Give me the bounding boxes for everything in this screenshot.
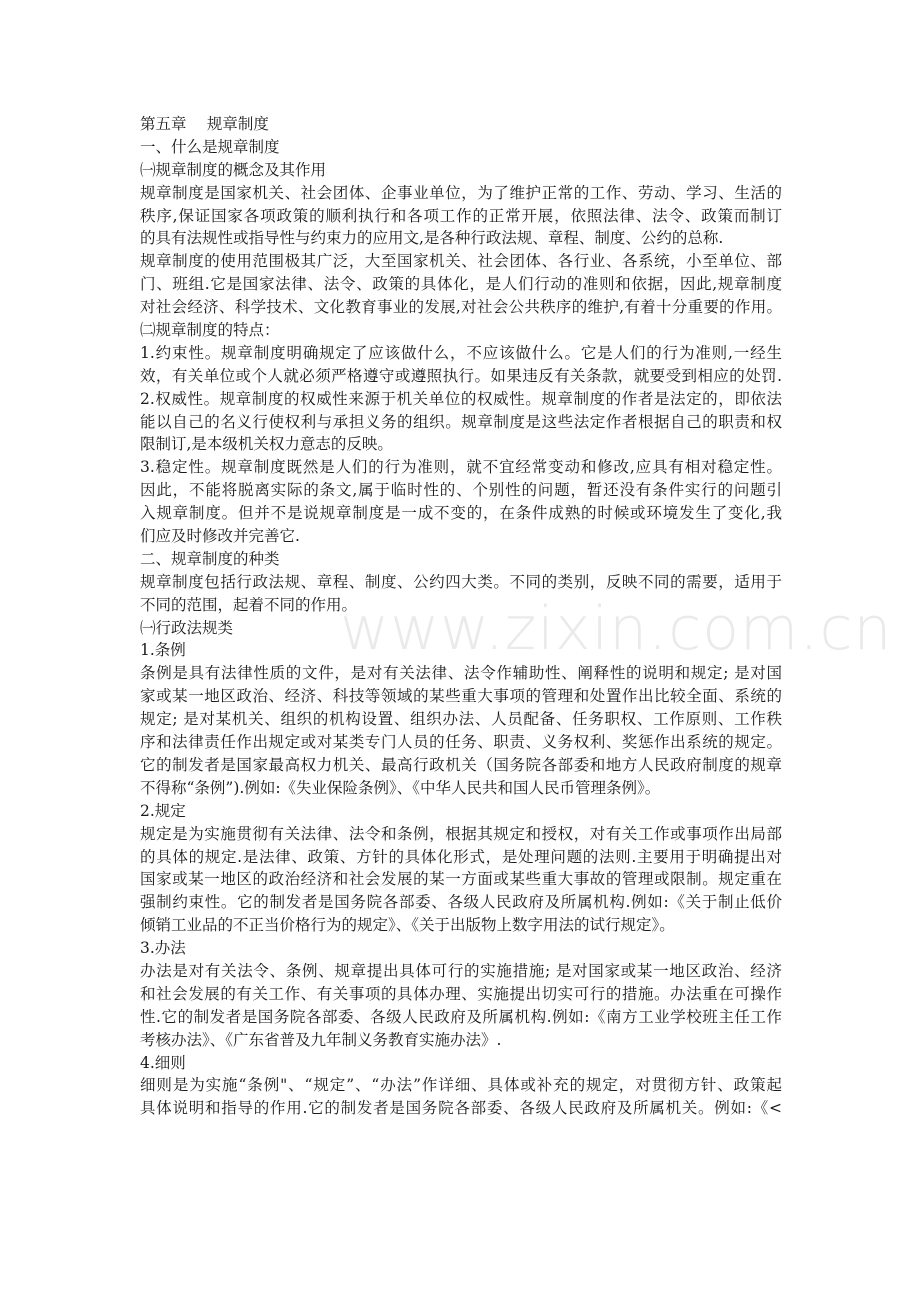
text-line: 效，有关单位或个人就必须严格遵守或遵照执行。如果违反有关条款，就要受到相应的处罚. (140, 366, 782, 385)
text-line: 对社会经济、科学技术、文化教育事业的发展,对社会公共秩序的维护,有着十分重要的作用。 (140, 298, 782, 317)
text-line: 具体说明和指导的作用.它的制发者是国务院各部委、各级人民政府及所属机关。例如:《< (140, 1099, 782, 1118)
text-line: 规章制度是国家机关、社会团体、企事业单位，为了维护正常的工作、劳动、学习、生活的 (140, 183, 782, 202)
text-line: ㈠规章制度的概念及其作用 (140, 160, 327, 179)
text-line: 1.条例 (140, 641, 186, 660)
text-line: 1.约束性。规章制度明确规定了应该做什么，不应该做什么。它是人们的行为准则,一经生 (140, 343, 782, 362)
text-line: 入规章制度。但并不是说规章制度是一成不变的，在条件成熟的时候或环境发生了变化,我 (140, 504, 782, 523)
text-line: 序和法律责任作出规定或对某类专门人员的任务、职责、义务权利、奖惩作出系统的规定。 (140, 733, 782, 752)
text-line: 倾销工业品的不正当价格行为的规定》、《关于出版物上数字用法的试行规定》。 (140, 916, 675, 935)
text-line: 家或某一地区政治、经济、科技等领域的某些重大事项的管理和处置作出比较全面、系统的 (140, 687, 782, 706)
text-line: 规章制度的使用范围极其广泛，大至国家机关、社会团体、各行业、各系统，小至单位、部 (140, 252, 782, 271)
text-line: 二、规章制度的种类 (140, 549, 280, 568)
text-line: 3.办法 (140, 939, 186, 958)
document-body (140, 113, 782, 1120)
text-line: 规定; 是对某机关、组织的机构设置、组织办法、人员配备、任务职权、工作原则、工作秩 (140, 710, 782, 729)
text-line: ㈡规章制度的特点： (140, 321, 280, 340)
text-line: 一、什么是规章制度 (140, 137, 280, 156)
text-line: 2.权威性。规章制度的权威性来源于机关单位的权威性。规章制度的作者是法定的，即依法 (140, 389, 782, 408)
text-line: 和社会发展的有关工作、有关事项的具体办理、实施提出切实可行的措施。办法重在可操作 (140, 984, 782, 1003)
text-line: 的具体的规定.是法律、政策、方针的具体化形式，是处理问题的法则.主要用于明确提出对 (140, 847, 782, 866)
text-line: 的具有法规性或指导性与约束力的应用文,是各种行政法规、章程、制度、公约的总称. (140, 229, 724, 248)
text-line: 因此，不能将脱离实际的条文,属于临时性的、个别性的问题，暂还没有条件实行的问题引 (140, 481, 782, 500)
text-line: 细则是为实施“条例"、“规定”、“办法”作详细、具体或补充的规定，对贯彻方针、政策起 (140, 1076, 782, 1095)
text-line: 3.稳定性。规章制度既然是人们的行为准则，就不宜经常变动和修改,应具有相对稳定性。 (140, 458, 782, 477)
text-line: 考核办法》、《广东省普及九年制义务教育实施办法》. (140, 1030, 502, 1049)
text-line: 2.规定 (140, 801, 186, 820)
text-line: 4.细则 (140, 1053, 186, 1072)
text-line: 门、班组.它是国家法律、法令、政策的具体化，是人们行动的准则和依据，因此,规章制度 (140, 275, 782, 294)
text-line: 限制订,是本级机关权力意志的反映。 (140, 435, 393, 454)
text-line: 国家或某一地区的政治经济和社会发展的某一方面或某些重大事故的管理或限制。规定重在 (140, 870, 782, 889)
text-line: 不得称“条例”).例如:《失业保险条例》、《中华人民共和国人民币管理条例》。 (140, 778, 661, 797)
text-line: 规定是为实施贯彻有关法律、法令和条例，根据其规定和授权，对有关工作或事项作出局部 (140, 824, 782, 843)
text-line: 规章制度包括行政法规、章程、制度、公约四大类。不同的类别，反映不同的需要，适用于 (140, 572, 782, 591)
text-line: 它的制发者是国家最高权力机关、最高行政机关（国务院各部委和地方人民政府制度的规章 (140, 755, 782, 774)
text-line: 性.它的制发者是国务院各部委、各级人民政府及所属机构.例如:《南方工业学校班主任工作 (140, 1007, 782, 1026)
text-line: 办法是对有关法令、条例、规章提出具体可行的实施措施; 是对国家或某一地区政治、经济 (140, 961, 782, 980)
text-line: 不同的范围，起着不同的作用。 (140, 595, 358, 614)
text-line: 条例是具有法律性质的文件，是对有关法律、法令作辅助性、阐释性的说明和规定; 是对国 (140, 664, 782, 683)
text-line: 能以自己的名义行使权利与承担义务的组织。规章制度是这些法定作者根据自己的职责和权 (140, 412, 782, 431)
text-line: 强制约束性。它的制发者是国务院各部委、各级人民政府及所属机构.例如:《关于制止低价 (140, 893, 782, 912)
text-line: ㈠行政法规类 (140, 618, 234, 637)
text-line: 秩序,保证国家各项政策的顺利执行和各项工作的正常开展，依照法律、法令、政策而制订 (140, 206, 782, 225)
text-line: 们应及时修改并完善它. (140, 527, 300, 546)
text-line: 第五章 规章制度 (140, 115, 269, 133)
watermark: www.zixin.com.cn (340, 594, 893, 664)
